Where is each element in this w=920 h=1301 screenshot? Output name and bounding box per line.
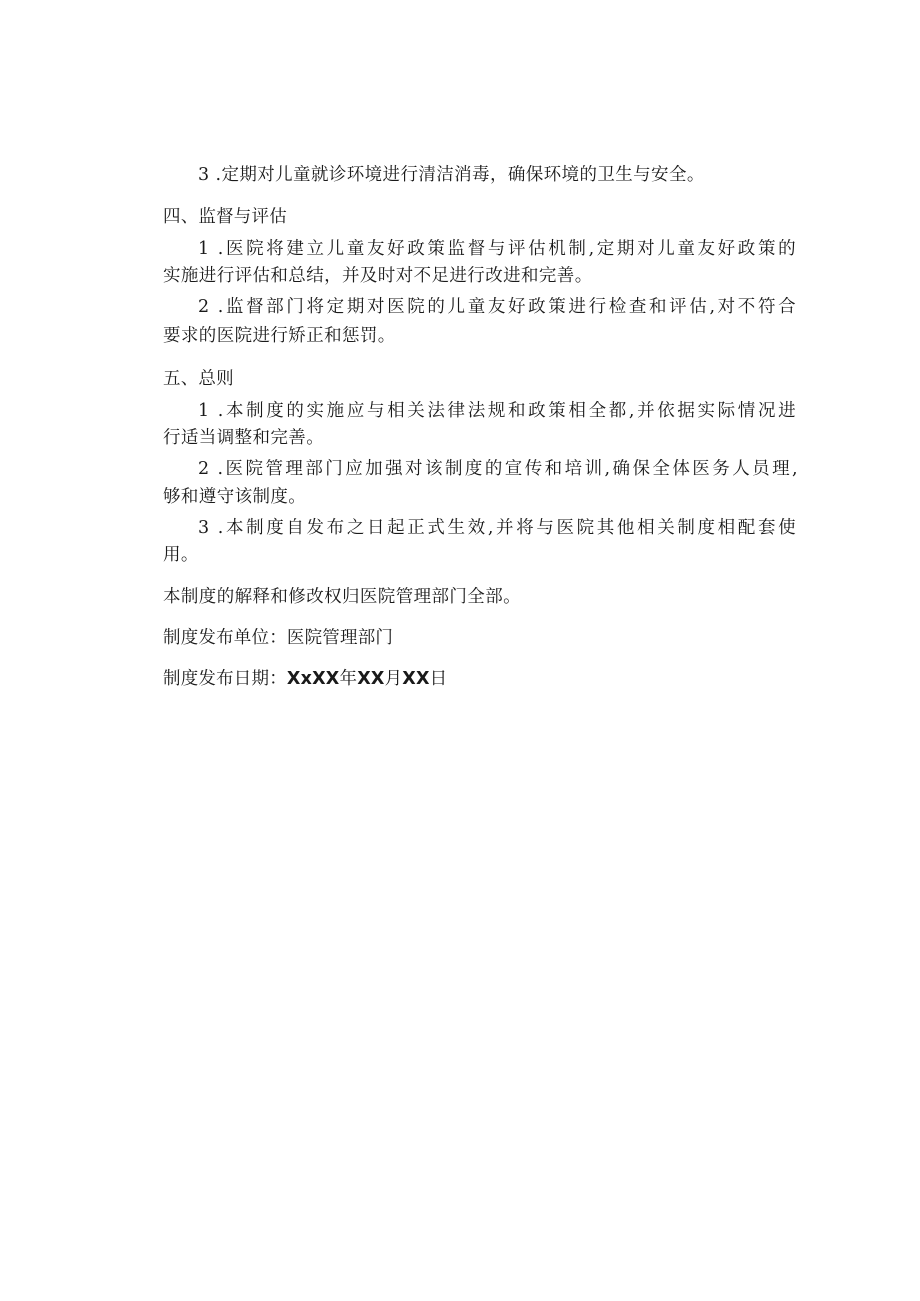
section4-item2-line2: 要求的医院进行矫正和惩罚。 [163, 326, 396, 346]
date-month: XX [357, 669, 385, 689]
interpretation-statement: 本制度的解释和修改权归医院管理部门全部。 [163, 587, 521, 607]
section5-item3-line2: 用。 [163, 545, 199, 565]
section5-item3-line1: 3 .本制度自发布之日起正式生效,并将与医院其他相关制度相配套使 [198, 518, 796, 538]
date-year: XxXX [286, 669, 340, 689]
date-month-unit: 月 [384, 669, 403, 689]
publisher-line [163, 630, 393, 648]
publisher-label: 制度发布单位： [163, 628, 287, 648]
date-day: XX [402, 669, 430, 689]
section5-item1-line1: 1 .本制度的实施应与相关法律法规和政策相全都,并依据实际情况进 [198, 401, 796, 421]
publish-date-line [163, 671, 447, 689]
section5-item2-line2: 够和遵守该制度。 [163, 487, 307, 507]
section4-item1-line1: 1 .医院将建立儿童友好政策监督与评估机制,定期对儿童友好政策的 [198, 239, 796, 259]
section4-item1-line2: 实施进行评估和总结，并及时对不足进行改进和完善。 [163, 266, 593, 286]
section3-item3: 3 .定期对儿童就诊环境进行清洁消毒，确保环境的卫生与安全。 [198, 165, 705, 185]
section4-item2-line1: 2 .监督部门将定期对医院的儿童友好政策进行检查和评估,对不符合 [198, 297, 796, 317]
date-year-unit: 年 [339, 669, 358, 689]
date-label: 制度发布日期： [163, 669, 287, 689]
section5-item2-line1: 2 .医院管理部门应加强对该制度的宣传和培训,确保全体医务人员理, [198, 459, 798, 479]
date-day-unit: 日 [429, 669, 448, 689]
section5-heading: 五、总则 [163, 369, 234, 389]
section4-heading: 四、监督与评估 [163, 207, 287, 227]
section5-item1-line2: 行适当调整和完善。 [163, 428, 325, 448]
publisher-value: 医院管理部门 [286, 628, 394, 648]
